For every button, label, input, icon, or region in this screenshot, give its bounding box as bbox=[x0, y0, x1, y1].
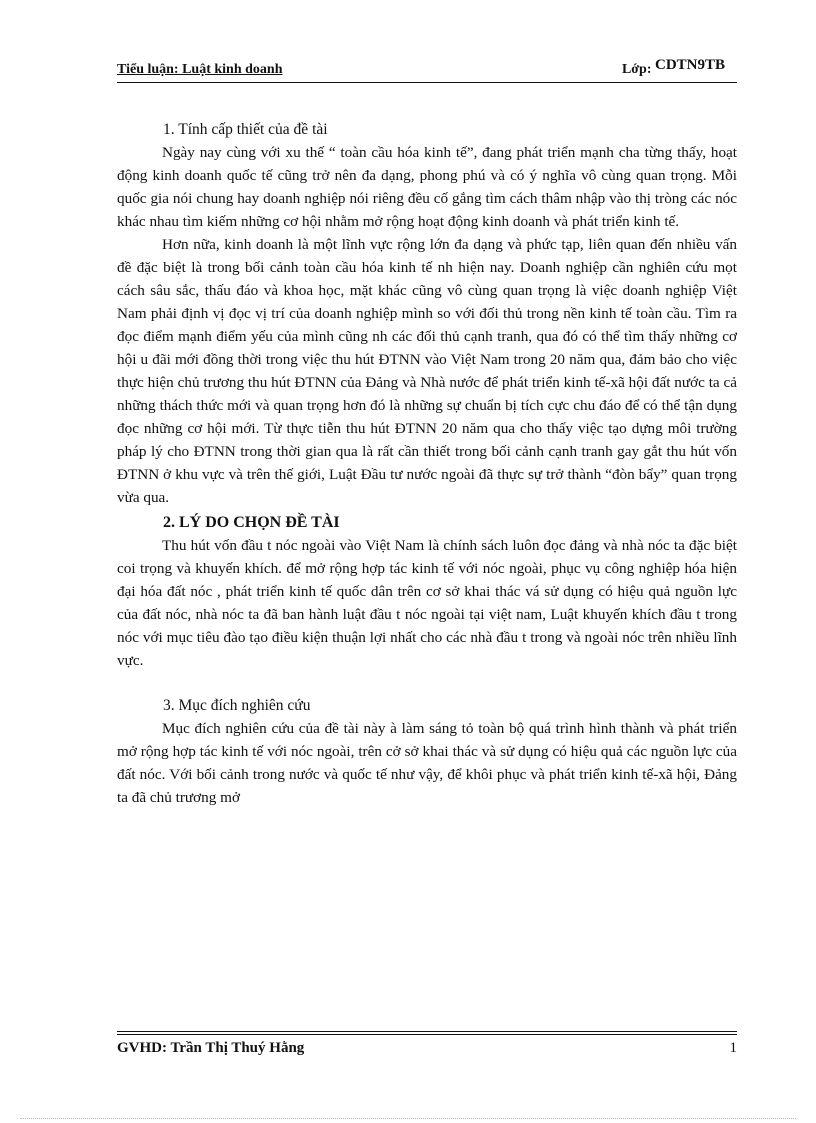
section-heading-2: 2. LÝ DO CHỌN ĐỀ TÀI bbox=[163, 514, 340, 531]
footer-rule bbox=[117, 1031, 737, 1032]
page-edge-dotted-line bbox=[20, 1118, 796, 1119]
header-rule bbox=[117, 82, 737, 83]
paragraph: Thu hút vốn đầu t nóc ngoài vào Việt Nam là chính sách luôn đọc đảng và nhà nóc ta đặc biệt coi trọng và khuyến khích. để mở rộng hợp tác kinh tế với nóc ngoài, phục vụ công nghiệp hóa hiện đại hóa đất nóc , phát triển kinh tế quốc dân trên cơ sở khai thác vá sử dụng có hiệu quả nguồn lực của đất nóc, nhà nóc ta đã ban hành luật đầu t nóc ngoài tại việt nam, Luật khuyến khích đầu t trong nóc với mục tiêu đào tạo điều kiện thuận lợi nhất cho các nhà đầu t trong và ngoài nóc trên nhiều lĩnh vực. bbox=[117, 537, 737, 669]
document-title: Tiểu luận: Luật kinh doanh bbox=[117, 62, 283, 77]
footer-rule-double bbox=[117, 1034, 737, 1035]
paragraph: Mục đích nghiên cứu của đề tài này à làm sáng tỏ toàn bộ quá trình hình thành và phát triển mở rộng hợp tác kinh tế với nóc ngoài, trên cở sở khai thác và sử dụng có hiệu quả các nguồn lực của đất nóc. Với bối cảnh trong nước và quốc tế như vậy, để khôi phục và phát triển kinh tế-xã hội, Đảng ta đã chủ trương mở bbox=[117, 720, 737, 806]
page-number: 1 bbox=[729, 1040, 737, 1056]
class-info bbox=[621, 57, 725, 78]
paragraph: Ngày nay cùng với xu thế “ toàn cầu hóa kinh tế”, đang phát triển mạnh cha từng thấy, hoạt động kinh doanh quốc tế cũng trở nên đa dạng, phong phú và có ý nghĩa vô cùng quan trọng. Mỗi quốc gia nói chung hay doanh nghiệp nói riêng đều cố gắng tìm cách thâm nhập vào thị tròng các nóc khác nhau tìm kiếm những cơ hội nhằm mở rộng hoạt động kinh doanh và phát triển kinh tế. bbox=[117, 144, 737, 230]
paragraph: Hơn nữa, kinh doanh là một lĩnh vực rộng lớn đa dạng và phức tạp, liên quan đến nhiều vấn đề đặc biệt là trong bối cảnh toàn cầu hóa kinh tế nh hiện nay. Doanh nghiệp cần nghiên cứu mọt cách sâu sắc, thấu đáo và khoa học, mặt khác cũng vô cùng quan trọng là việc doanh nghiệp Việt Nam phải định vị đọc vị trí của doanh nghiệp mình so với đối thủ trong nền kinh tế toàn cầu. Tìm ra đọc điểm mạnh điểm yếu của mình cũng nh các đối thủ cạnh tranh, qua đó có thể tìm thấy những cơ hội u đãi mới đồng thời trong việc thu hút ĐTNN vào Việt Nam trong 20 năm qua, đảm bảo cho việc thực hiện chủ trương thu hút ĐTNN của Đảng và Nhà nước để phát triển kinh tế-xã hội đất nước ta cả những thách thức mới và quan trọng hơn đó là những sự chuẩn bị tích cực chu đáo để có thể tận dụng đọc những cơ hội mới. Từ thực tiễn thu hút ĐTNN 20 năm qua cho thấy việc tạo dựng môi trường pháp lý cho ĐTNN trong thời gian qua là rất cần thiết trong bối cảnh cạnh tranh gay gắt thu hút vốn ĐTNN ở khu vực và trên thế giới, Luật Đầu tư nước ngoài đã thực sự trở thành “đòn bẩy” quan trọng vừa qua. bbox=[117, 236, 737, 506]
page-header bbox=[117, 58, 737, 84]
class-label: Lớp: bbox=[621, 62, 652, 77]
class-value: CDTN9TB bbox=[654, 57, 725, 73]
document-body bbox=[117, 118, 737, 809]
spacer bbox=[117, 672, 737, 694]
instructor-name: GVHD: Trần Thị Thuý Hằng bbox=[117, 1040, 305, 1056]
section-heading-1: 1. Tính cấp thiết của đề tài bbox=[163, 121, 328, 138]
section-heading-3: 3. Mục đích nghiên cứu bbox=[163, 697, 311, 714]
